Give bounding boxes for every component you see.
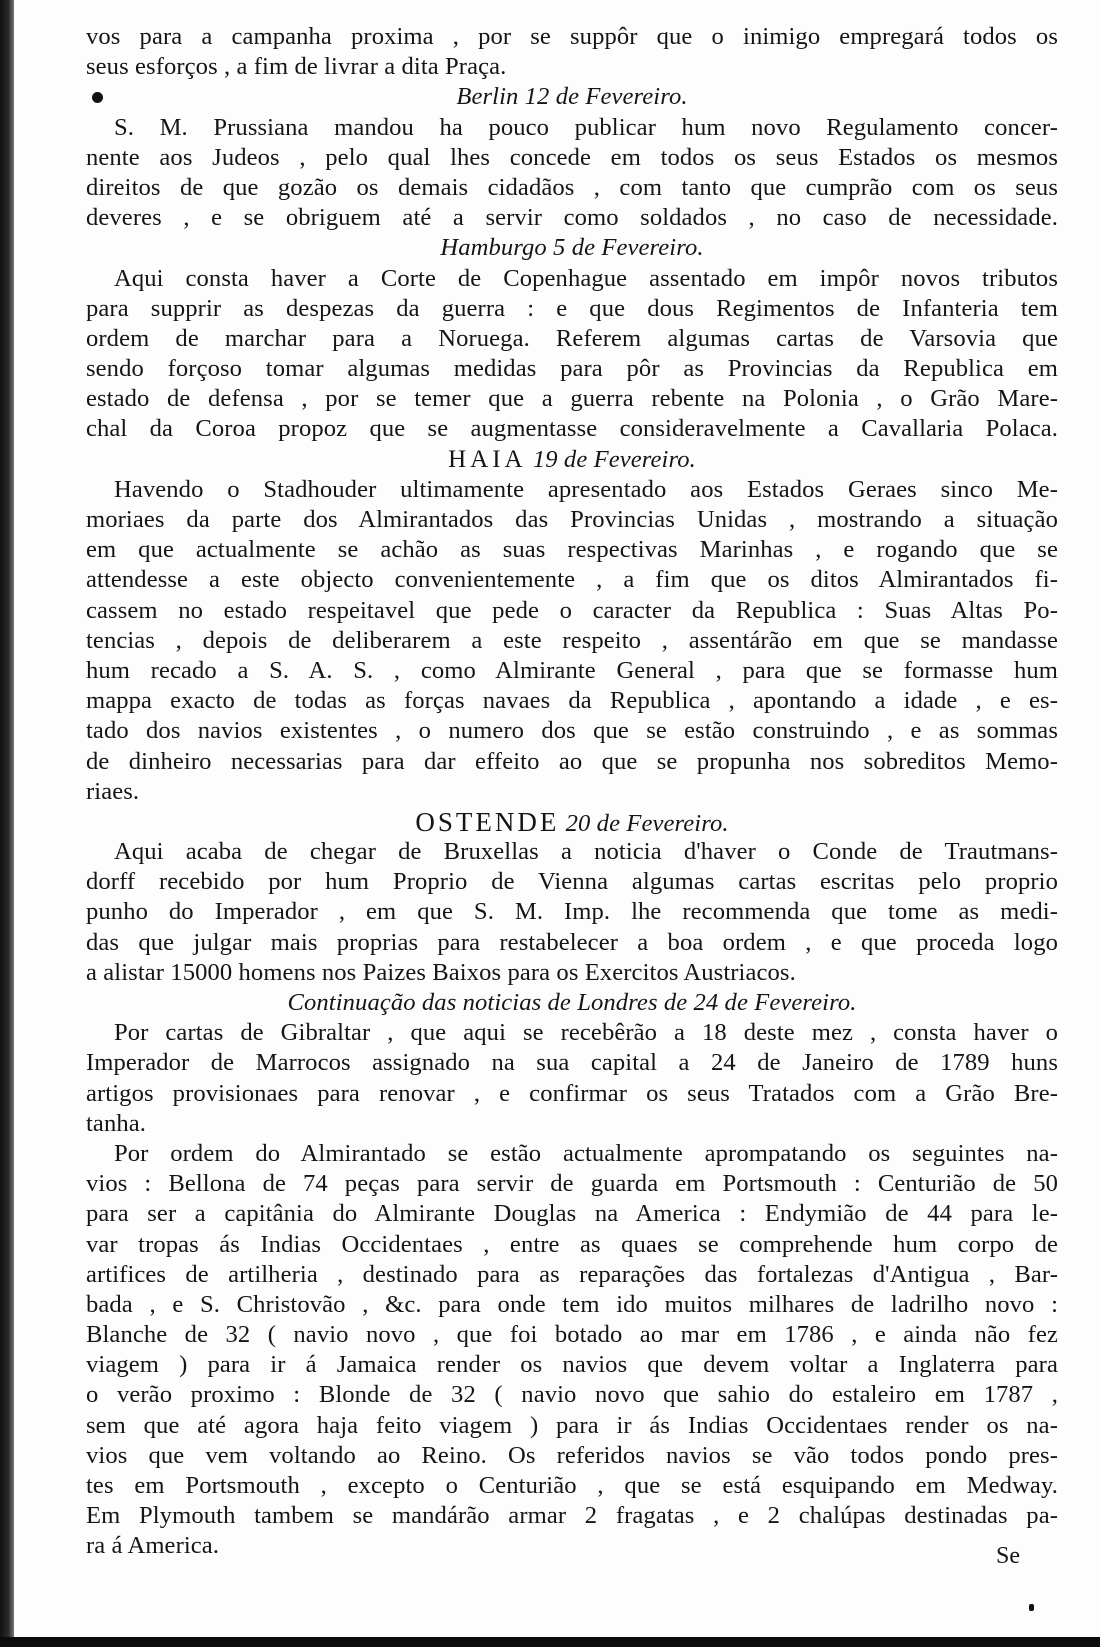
text-line: para supprir as despezas da guerra : e que dous Regimentos de Infanteria tem — [86, 294, 1058, 322]
text-line: hum recado a S. A. S. , como Almirante General , para que se formasse hum — [86, 656, 1058, 684]
text-line: tes em Portsmouth , excepto o Centurião , que se está esquipando em Medway. — [86, 1472, 1058, 1499]
text-line: chal da Coroa propoz que se augmentasse consideravelmente a Cavallaria Polaca. — [86, 415, 1058, 443]
text-line: sem que até agora haja feito viagem ) para ir ás Indias Occidentaes render os na- — [86, 1411, 1058, 1439]
text-line: Aqui acaba de chegar de Bruxellas a noticia d'haver o Conde de Trautmans- — [114, 838, 1058, 866]
text-line: bada , e S. Christovão , &c. para onde tem ido muitos milhares de ladrilho novo : — [86, 1290, 1058, 1318]
text-line: a alistar 15000 homens nos Paizes Baixos para os Exercitos Austriacos. — [86, 958, 796, 986]
text-line: vios que vem voltando ao Reino. Os referidos navios se vão todos pondo pres- — [86, 1441, 1058, 1469]
text-line: para ser a capitânia do Almirante Douglas na America : Endymião de 44 para le- — [86, 1200, 1058, 1228]
text-line: Por cartas de Gibraltar , que aqui se recebêrão a 18 deste mez , consta haver o — [114, 1019, 1058, 1047]
dateline-date: 19 de Fevereiro. — [532, 445, 696, 473]
dateline-hamburgo: Hamburgo 5 de Fevereiro. — [440, 234, 704, 262]
text-line: Imperador de Marrocos assignado na sua capital a 24 de Janeiro de 1789 huns — [86, 1049, 1058, 1077]
dateline-city: OSTENDE — [415, 806, 560, 837]
ink-mark — [1029, 1604, 1034, 1611]
text-line: sendo forçoso tomar algumas medidas para pôr as Provincias da Republica em — [86, 355, 1058, 383]
text-line: nente aos Judeos , pelo qual lhes concede em todos os seus Estados os mesmos — [86, 143, 1058, 171]
text-line: vos para a campanha proxima , por se suppôr que o inimigo empregará todos os — [86, 23, 1058, 50]
dateline-berlin: Berlin 12 de Fevereiro. — [456, 83, 688, 111]
text-line: tado dos navios existentes , o numero dos que se estão construindo , e as sommas — [86, 717, 1058, 745]
text-line: deveres , e se obriguem até a servir como soldados , no caso de necessidade. — [86, 204, 1058, 232]
text-line: riaes. — [86, 777, 140, 805]
text-line: o verão proximo : Blonde de 32 ( navio novo que sahio do estaleiro em 1787 , — [86, 1381, 1058, 1409]
text-line: ordem de marchar para a Noruega. Referem algumas cartas de Varsovia que — [86, 324, 1058, 352]
binding-shadow — [0, 0, 14, 1647]
text-line: ra á America. — [86, 1532, 220, 1560]
text-line: S. M. Prussiana mandou ha pouco publicar hum novo Regulamento concer- — [114, 113, 1058, 141]
dateline-date: 20 de Fevereiro. — [565, 809, 729, 837]
text-line: cassem no estado respeitavel que pede o caracter da Republica : Suas Altas Po- — [86, 596, 1058, 624]
text-line: tencias , depois de deliberarem a este respeito , assentárão em que se mandasse — [86, 626, 1058, 654]
text-line: direitos de que gozão os demais cidadãos , com tanto que cumprão com os seus — [86, 173, 1058, 201]
text-line: de dinheiro necessarias para dar effeito ao que se propunha nos sobreditos Memo- — [86, 747, 1058, 775]
text-line: attendesse a este objecto convenientemente , a fim que os ditos Almirantados fi- — [86, 566, 1058, 594]
text-line: Em Plymouth tambem se mandárão armar 2 fragatas , e 2 chalúpas destinadas pa- — [86, 1502, 1058, 1530]
text-line: dorff recebido por hum Proprio de Vienna algumas cartas escritas pelo proprio — [86, 868, 1058, 896]
text-line: Blanche de 32 ( navio novo , que foi botado ao mar em 1786 , e ainda não fez — [86, 1321, 1058, 1349]
text-line: punho do Imperador , em que S. M. Imp. lhe recommenda que tome as medi- — [86, 898, 1058, 926]
text-line: vios : Bellona de 74 peças para servir de guarda em Portsmouth : Centurião de 50 — [86, 1170, 1058, 1198]
text-line: Aqui consta haver a Corte de Copenhague assentado em impôr novos tributos — [114, 264, 1058, 292]
catchword: Se — [996, 1543, 1020, 1569]
text-line: estado de defensa , por se temer que a guerra rebente na Polonia , o Grão Mare- — [86, 385, 1058, 413]
text-line: var tropas ás Indias Occidentaes , entre as quaes se comprehende hum corpo de — [86, 1230, 1058, 1258]
text-line: Havendo o Stadhouder ultimamente apresentado aos Estados Geraes sinco Me- — [114, 475, 1058, 503]
text-line: moriaes da parte dos Almirantados das Provincias Unidas , mostrando a situação — [86, 506, 1058, 533]
text-line: viagem ) para ir á Jamaica render os navios que devem voltar a Inglaterra para — [86, 1351, 1058, 1379]
text-line: mappa exacto de todas as forças navaes da Republica , apontando a idade , e es- — [86, 687, 1058, 715]
text-line: Por ordem do Almirantado se estão actualmente aprompatando os seguintes na- — [114, 1139, 1058, 1167]
text-line: artigos provisionaes para renovar , e confirmar os seus Tratados com a Grão Bre- — [86, 1079, 1058, 1107]
text-line: tanha. — [86, 1109, 147, 1137]
page-edge — [0, 1637, 1100, 1647]
dateline-ostende — [86, 807, 1058, 837]
text-line: das que julgar mais proprias para restabelecer a boa ordem , e que proceda logo — [86, 928, 1058, 956]
section-heading-londres: Continuação das noticias de Londres de 24 de Fevereiro. — [287, 989, 857, 1016]
text-line: seus esforços , a fim de livrar a dita Praça. — [86, 53, 507, 81]
text-line: artifices de artilheria , destinado para as reparações das fortalezas d'Antigua , Bar- — [86, 1260, 1058, 1288]
dateline-city: HAIA — [448, 445, 527, 473]
text-column — [86, 22, 1058, 1562]
text-line: em que actualmente se achão as suas respectivas Marinhas , e rogando que se — [86, 536, 1058, 564]
dateline-haia — [86, 445, 1058, 475]
